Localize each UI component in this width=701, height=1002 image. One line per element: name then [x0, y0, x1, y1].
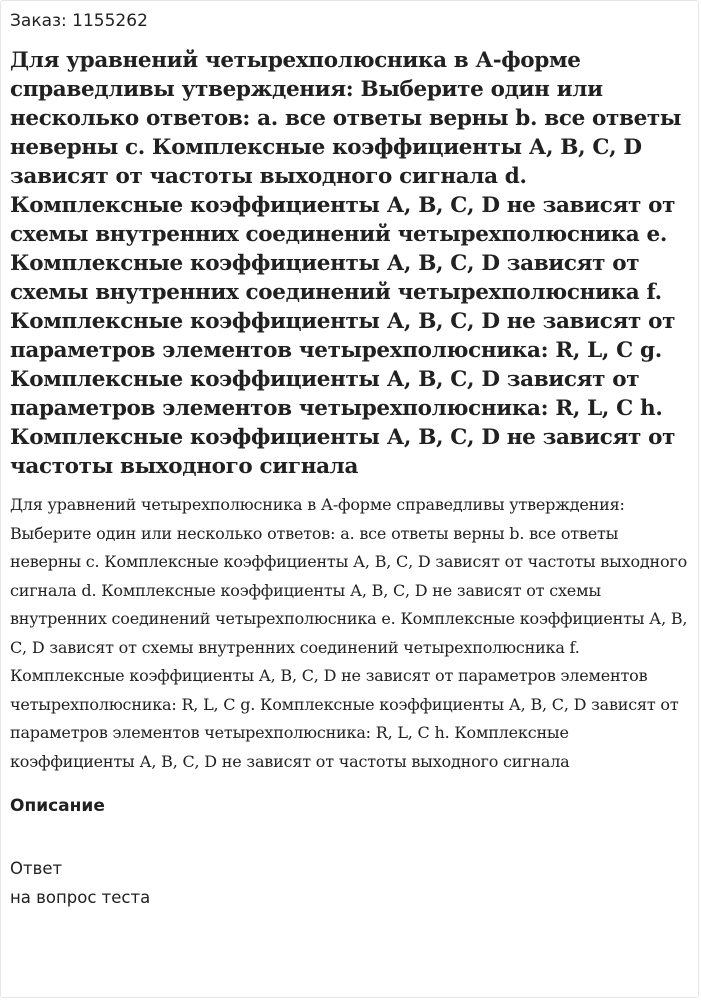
answer-line-2: на вопрос теста [10, 888, 151, 907]
order-content [10, 10, 690, 912]
description-answer [10, 854, 690, 912]
description-heading: Описание [10, 796, 105, 816]
order-number: Заказ: 1155262 [10, 11, 148, 31]
question-body: Для уравнений четырехполюсника в А-форме справедливы утверждения: Выберите один или несколько ответов: a. все ответы верны b. все ответы неверны c. Комплексные коэффициенты А, В, С, D зависят от частоты выходного сигнала d. Комплексные коэффициенты А, В, С, D не зависят от схемы внутренних соединений четырехполюсника e. Комплексные коэффициенты А, В, С, D зависят от схемы внутренних соединений четырехполюсника f. Комплексные коэффициенты А, В, С, D не зависят от параметров элементов четырехполюсника: R, L, C g. Комплексные коэффициенты А, В, С, D зависят от параметров элементов четырехполюсника: R, L, C h. Комплексные коэффициенты А, В, С, D не зависят от частоты выходного сигнала [10, 495, 688, 771]
answer-line-1: Ответ [10, 859, 63, 878]
question-title: Для уравнений четырехполюсника в А-форме справедливы утверждения: Выберите один или несколько ответов: a. все ответы верны b. все ответы неверны c. Комплексные коэффициенты А, В, С, D зависят от частоты выходного сигнала d. Комплексные коэффициенты А, В, С, D не зависят от схемы внутренних соединений четырехполюсника e. Комплексные коэффициенты А, В, С, D зависят от схемы внутренних соединений четырехполюсника f. Комплексные коэффициенты А, В, С, D не зависят от параметров элементов четырехполюсника: R, L, C g. Комплексные коэффициенты А, В, С, D зависят от параметров элементов четырехполюсника: R, L, C h. Комплексные коэффициенты А, В, С, D не зависят от частоты выходного сигнала [10, 48, 682, 479]
